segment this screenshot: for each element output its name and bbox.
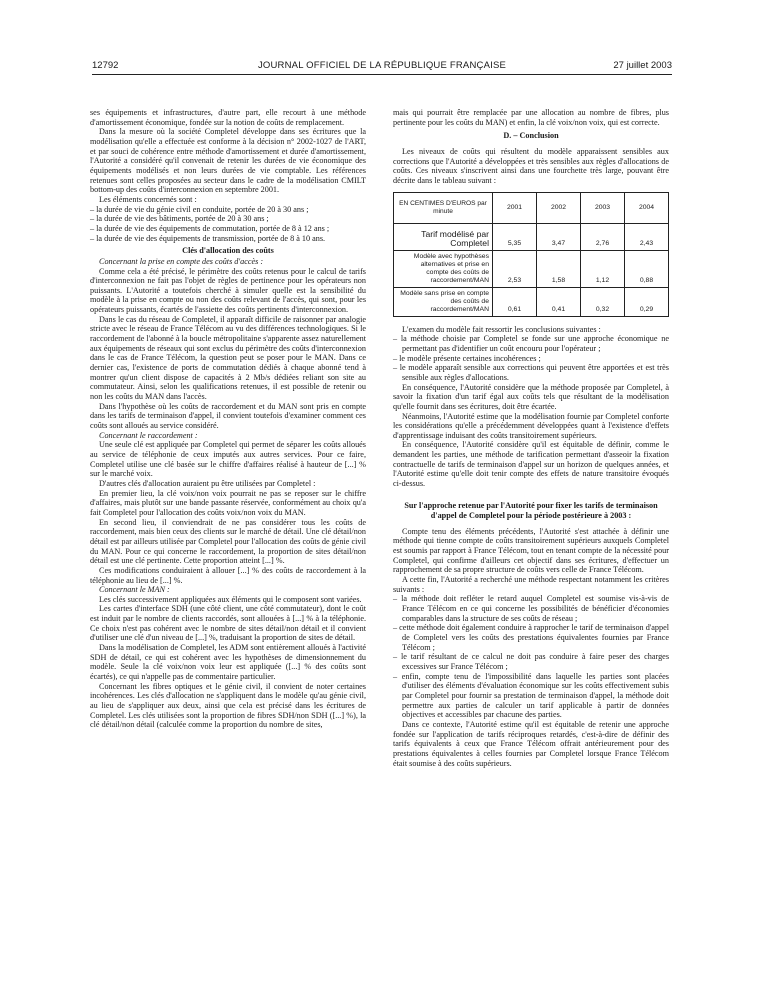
paragraph: En conséquence, l'Autorité considère que la méthode proposée par Completel, à savoir la fixation d'un tarif égal aux coûts tels que résultant de la modélisation qu'elle fournit dans ses écritures, doit être écartée. (393, 382, 669, 411)
table-row (394, 250, 669, 287)
table-cell: 0,29 (625, 287, 669, 316)
left-column (90, 108, 366, 730)
paragraph: Les niveaux de coûts qui résultent du modèle apparaissent sensibles aux corrections que l'Autorité a développées et très sensibles aux règles d'allocations de coûts. Ces niveaux s'inscrivent ainsi dans une fourchette très large, pouvant être décrite dans le tableau suivant : (393, 146, 669, 185)
table-row-label: Modèle sans prise en compte des coûts de raccordement/MAN (394, 287, 493, 316)
table-year-header: 2002 (537, 192, 581, 223)
paragraph: Dans la modélisation de Completel, les ADM sont entièrement alloués à l'activité SDH de détail, ce qui est cohérent avec les hypothèses de dimensionnement du modèle. Seule la clé voix/non voix leur est appliquée ([...] % des coûts sont écartés), ce qui n'appelle pas de commentaire particulier. (90, 643, 366, 682)
table-cell: 0,61 (493, 287, 537, 316)
table-row (394, 223, 669, 250)
list-item: – la durée de vie des équipements de commutation, portée de 8 à 12 ans ; (90, 224, 366, 234)
paragraph: Une seule clé est appliquée par Completel qui permet de séparer les coûts alloués au service de téléphonie de ceux imputés aux autres services. Pour ce faire, Completel utilise une clé basée sur le chiffre d'affaires réalisé à hauteur de [...] % sur le marché voix. (90, 440, 366, 479)
journal-title: JOURNAL OFFICIEL DE LA RÉPUBLIQUE FRANÇAISE (257, 60, 507, 71)
list-item: – le tarif résultant de ce calcul ne doit pas conduire à faire peser des charges excessives sur France Télécom ; (393, 652, 669, 671)
table-row-label: Tarif modélisé par Completel (394, 223, 493, 250)
paragraph: ses équipements et infrastructures, d'autre part, elle recourt à une méthode d'amortissement économique, fondée sur la notion de coûts de remplacement. (90, 108, 366, 127)
paragraph: Concernant les fibres optiques et le génie civil, il convient de noter certaines incohérences. Les clés d'allocation ne s'appliquent dans le modèle qu'au génie civil, au lieu de s'appliquer aux deux, ainsi que cela est précisé dans les écritures de Completel. Les clés utilisées sont la proportion de fibres SDH/non SDH ([...] %), la clé détail/non détail (calculée comme la proportion du nombre de sites, (90, 681, 366, 730)
page-number: 12792 (92, 60, 119, 71)
paragraph: En conséquence, l'Autorité considère qu'il est équitable de définir, comme le demandent les parties, une méthode de tarification permettant d'asseoir la fixation contractuelle de tarifs de terminaison d'appel sur un horizon de quelques années, et l'Autorité estime qu'elle doit tenir compte des effets de nature transitoire évoqués ci-dessus. (393, 440, 669, 489)
page-header (92, 60, 672, 75)
subsection-heading: Concernant la prise en compte des coûts d'accès : (99, 256, 264, 266)
conclusion-heading: D. – Conclusion (503, 131, 559, 141)
paragraph: Les cartes d'interface SDH (une côté client, une côté commutateur), dont le coût est induit par le nombre de clients raccordés, sont allouées à [...] % à la téléphonie. Ce choix n'est pas cohérent avec le nombre de sites détail/non détail et il convient d'utiliser une clé d'un niveau de [...] %, traduisant la proportion de sites de détail. (90, 604, 366, 643)
list-item: – la méthode choisie par Completel se fonde sur une approche économique ne permettant pas d'identifier un coût encouru pour l'opérateur ; (393, 334, 669, 353)
paragraph: Dans le cas du réseau de Completel, il apparaît difficile de raisonner par analogie stricte avec le réseau de France Télécom au vu des différences technologiques. Si le raccordement de l'abonné à la boucle métropolitaine s'apparente assez naturellement aux équipements de réseaux qui sont exclus du périmètre des coûts d'interconnexion dans le cas de France Télécom, la question peut se poser pour le MAN. Dans ce dernier cas, l'existence de ports de commutation dédiés à chaque abonné tend à montrer qu'un client dispose de capacités à 2 Mb/s dédiées reliant son site au commutateur. Ainsi, selon les qualifications retenues, il est possible de retenir ou non les coûts du MAN dans l'accès. (90, 314, 366, 402)
list-item: – le modèle apparaît sensible aux corrections qui peuvent être apportées et est très sensible aux règles d'allocations. (393, 363, 669, 382)
paragraph: Dans l'hypothèse où les coûts de raccordement et du MAN sont pris en compte dans les tarifs de terminaison d'appel, il convient toutefois d'examiner comment ces coûts sont alloués au service considéré. (90, 401, 366, 430)
paragraph: D'autres clés d'allocation auraient pu être utilisées par Completel : (99, 478, 316, 488)
table-row (394, 287, 669, 316)
paragraph: Néanmoins, l'Autorité estime que la modélisation fournie par Completel conforte les considérations qu'elle a précédemment développées quant à l'existence d'effets d'apprentissage induisant des coûts transitoirement supérieurs. (393, 411, 669, 440)
subsection-heading: Concernant le MAN : (99, 585, 170, 595)
paragraph: En premier lieu, la clé voix/non voix pourrait ne pas se reposer sur le chiffre d'affaires, mais plutôt sur une bande passante réservée, conformément au choix qu'a fait Completel pour l'allocation des coûts voix/non voix du MAN. (90, 488, 366, 517)
section-heading: Clés d'allocation des coûts (182, 246, 274, 256)
table-cell: 2,43 (625, 223, 669, 250)
cost-table (393, 192, 669, 317)
list-item: – la durée de vie du génie civil en conduite, portée de 20 à 30 ans ; (90, 205, 366, 215)
paragraph: Dans ce contexte, l'Autorité estime qu'il est équitable de retenir une approche fondée sur l'application de tarifs réciproques retardés, c'est-à-dire de définir des tarifs équivalents à ceux que France Télécom offrait antérieurement pour des prestations équivalentes à celles fournies par Completel lorsque France Télécom était soumise à des coûts supérieurs. (393, 719, 669, 768)
table-cell: 0,32 (581, 287, 625, 316)
durations-list (90, 205, 366, 244)
table-cell: 5,35 (493, 223, 537, 250)
paragraph: L'examen du modèle fait ressortir les conclusions suivantes : (402, 324, 601, 334)
conclusions-list (393, 334, 669, 382)
criteria-list (393, 594, 669, 720)
table-cell: 1,58 (537, 250, 581, 287)
list-item: – la durée de vie des bâtiments, portée de 20 à 30 ans ; (90, 214, 366, 224)
publication-date: 27 juillet 2003 (613, 60, 672, 71)
subsection-heading: Concernant le raccordement : (99, 430, 198, 440)
paragraph: Ces modifications conduiraient à allouer [...] % des coûts de raccordement à la téléphonie au lieu de [...] %. (90, 565, 366, 585)
paragraph: Comme cela a été précisé, le périmètre des coûts retenus pour le calcul de tarifs d'interconnexion ne fait pas l'objet de règles de pertinence pour les opérateurs non puissants. L'Autorité a toutefois cherché à simuler quelle est la sensibilité du modèle à la prise en compte ou non des coûts relevant de l'accès, qui sont, pour les opérateurs puissants, écartés de l'assiette des coûts pertinents d'interconnexion. (90, 266, 366, 315)
paragraph: Dans la mesure où la société Completel développe dans ses écritures que la modélisation qu'elle a effectuée est conforme à la décision n° 2002-1027 de l'ART, et par souci de cohérence entre méthode d'amortissement et durée d'amortissement, l'Autorité a considéré qu'il convenait de retenir les durées de vie économique des équipements modélisés et non leurs durées de vie comptable. Les références retenues sont celles proposées au secteur dans le cadre de la modélisation CMILT bottom-up des coûts d'interconnexion en septembre 2001. (90, 127, 366, 195)
table-cell: 0,88 (625, 250, 669, 287)
paragraph: mais qui pourrait être remplacée par une allocation au nombre de fibres, plus pertinente pour les coûts du MAN) et enfin, la clé voix/non voix, qui est correcte. (393, 108, 669, 127)
table-year-header: 2001 (493, 192, 537, 223)
list-item: – le modèle présente certaines incohérences ; (393, 354, 669, 364)
paragraph: A cette fin, l'Autorité a recherché une méthode respectant notamment les critères suivants : (393, 575, 669, 594)
table-year-header: 2003 (581, 192, 625, 223)
section-heading: Sur l'approche retenue par l'Autorité pour fixer les tarifs de terminaison d'appel de Completel pour la période postérieure à 2003 : (404, 500, 658, 520)
table-cell: 2,53 (493, 250, 537, 287)
table-corner-label: EN CENTIMES D'EUROS par minute (394, 192, 493, 223)
list-item: – la méthode doit refléter le retard auquel Completel est soumise vis-à-vis de France Télécom en ce qui concerne les possibilités de bénéficier d'économies comparables dans la structure de ses coûts de réseau ; (393, 594, 669, 623)
paragraph: Compte tenu des éléments précédents, l'Autorité s'est attachée à définir une méthode qui tienne compte de coûts transitoirement supérieurs auxquels Completel est soumis par rapport à France Télécom, tout en tenant compte de la nécessité pour Completel, qui confirme d'ailleurs cet objectif dans ses écritures, d'effectuer un rapprochement de sa propre structure de coûts vers celle de France Télécom. (393, 526, 669, 575)
table-cell: 0,41 (537, 287, 581, 316)
table-header-row (394, 192, 669, 223)
paragraph: Les éléments concernés sont : (99, 194, 197, 204)
table-year-header: 2004 (625, 192, 669, 223)
list-item: – enfin, compte tenu de l'impossibilité dans laquelle les parties sont placées d'utiliser des éléments d'évaluation économique sur les coûts effectivement subis par Completel pour fournir sa prestation de terminaison d'appel, la méthode doit permettre aux parties de calculer un tarif applicable à partir de données objectives et accessibles par chacune des parties. (393, 672, 669, 720)
table-cell: 3,47 (537, 223, 581, 250)
table-cell: 1,12 (581, 250, 625, 287)
right-column (393, 108, 669, 768)
table-row-label: Modèle avec hypothèses alternatives et prise en compte des coûts de raccordement/MAN (394, 250, 493, 287)
list-item: – la durée de vie des équipements de transmission, portée de 8 à 10 ans. (90, 234, 366, 244)
table-cell: 2,76 (581, 223, 625, 250)
paragraph: Les clés successivement appliquées aux éléments qui le composent sont variées. (99, 594, 362, 604)
paragraph: En second lieu, il conviendrait de ne pas considérer tous les coûts de raccordement, mais bien ceux des clients sur le marché de détail. Une clé détail/non détail est par ailleurs utilisée par Completel pour l'allocation des coûts de génie civil du MAN. Pour ce qui concerne le raccordement, la proportion de sites détail/non détail est une clé pertinente. Cette proportion atteint [...] %. (90, 517, 366, 566)
list-item: – cette méthode doit également conduire à rapprocher le tarif de terminaison d'appel de Completel vers les coûts des prestations équivalentes fournies par France Télécom ; (393, 623, 669, 652)
